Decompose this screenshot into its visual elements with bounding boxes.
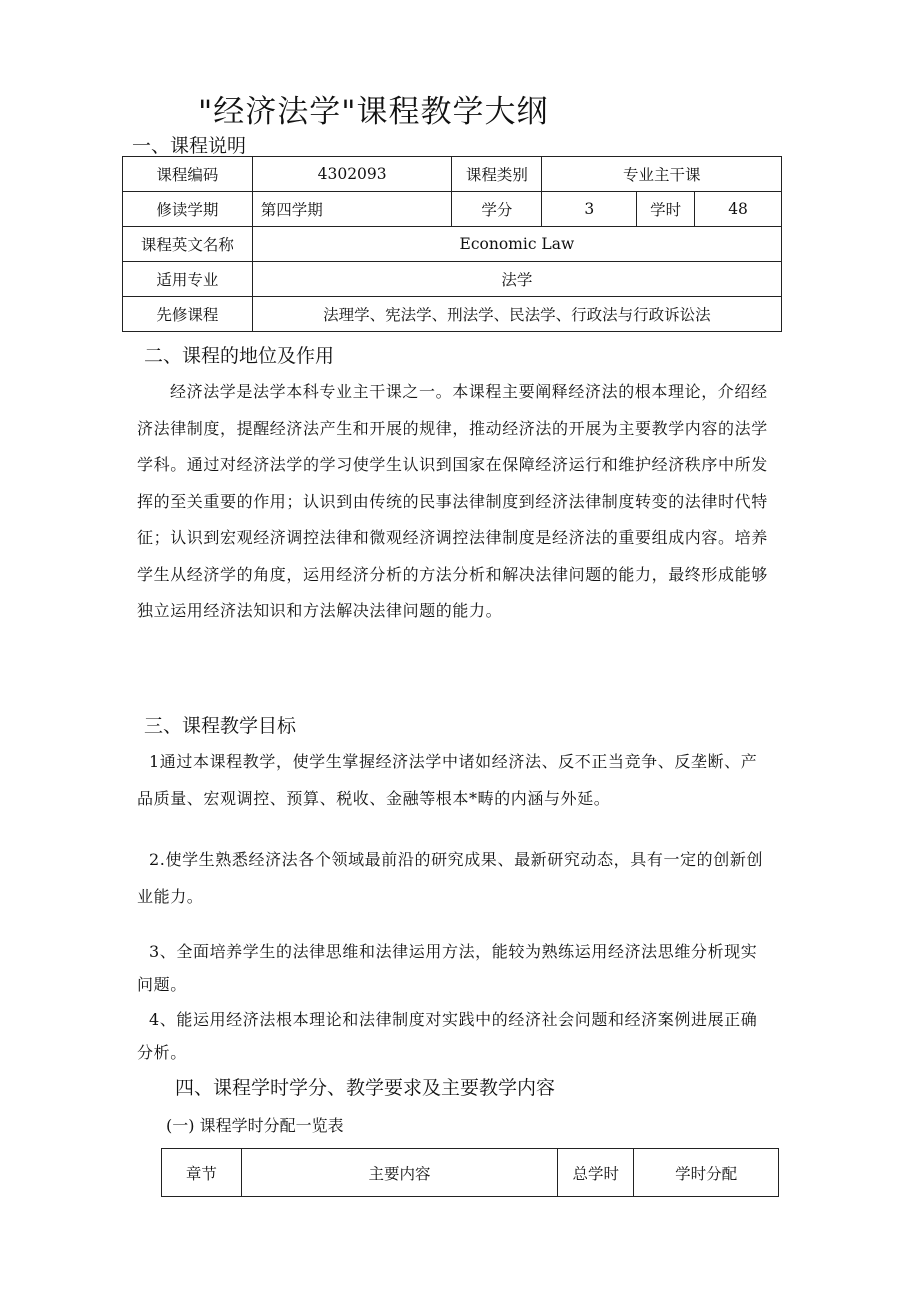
page-title: "经济法学"课程教学大纲 <box>198 94 549 130</box>
cell-label: 课程编码 <box>123 157 253 192</box>
paragraph-line: 分析。 <box>137 1043 187 1062</box>
cell-label: 学时 <box>637 192 695 227</box>
paragraph-line: 学科。通过对经济法学的学习使学生认识到国家在保障经济运行和维护经济秩序中所发 <box>137 455 768 474</box>
paragraph-line: 2.使学生熟悉经济法各个领域最前沿的研究成果、最新研究动态，具有一定的创新创 <box>149 850 764 869</box>
column-header: 学时分配 <box>634 1149 779 1197</box>
cell-value: 专业主干课 <box>542 157 782 192</box>
table-row <box>123 227 782 262</box>
subsection-hours-table-title: (一) 课程学时分配一览表 <box>166 1116 344 1135</box>
paragraph-line: 学生从经济学的角度，运用经济分析的方法分析和解决法律问题的能力，最终形成能够 <box>137 564 768 584</box>
paragraph-line: 独立运用经济法知识和方法解决法律问题的能力。 <box>137 601 503 620</box>
section-hours-credits: 四、课程学时学分、教学要求及主要教学内容 <box>175 1077 556 1099</box>
section-course-description: 一、课程说明 <box>132 135 247 157</box>
goal-2 <box>137 842 763 915</box>
cell-value: 法学 <box>252 262 781 297</box>
paragraph-line: 业能力。 <box>137 886 204 906</box>
paragraph-line: 经济法学是法学本科专业主干课之一。本课程主要阐释经济法的根本理论，介绍经 <box>170 382 768 401</box>
column-header: 总学时 <box>558 1149 634 1197</box>
cell-value: 法理学、宪法学、刑法学、民法学、行政法与行政诉讼法 <box>252 297 781 332</box>
cell-label: 课程英文名称 <box>123 227 253 262</box>
table-row <box>123 262 782 297</box>
section-course-goals: 三、课程教学目标 <box>144 715 297 737</box>
cell-value: 3 <box>542 192 637 227</box>
table-row <box>123 192 782 227</box>
goal-4 <box>137 1003 757 1069</box>
paragraph-line: 问题。 <box>137 975 187 994</box>
cell-label: 先修课程 <box>123 297 253 332</box>
paragraph-line: 1通过本课程教学，使学生掌握经济法学中诸如经济法、反不正当竞争、反垄断、产 <box>149 752 758 771</box>
section-course-role: 二、课程的地位及作用 <box>144 345 335 367</box>
paragraph-line: 济法律制度，提醒经济法产生和开展的规律，推动经济法的开展为主要教学内容的法学 <box>137 418 768 438</box>
paragraph-line: 挥的至关重要的作用；认识到由传统的民事法律制度到经济法律制度转变的法律时代特 <box>137 491 768 511</box>
paragraph-line: 征；认识到宏观经济调控法律和微观经济调控法律制度是经济法的重要组成内容。培养 <box>137 528 768 547</box>
cell-value: 4302093 <box>252 157 452 192</box>
paragraph-line: 3、全面培养学生的法律思维和法律运用方法，能较为熟练运用经济法思维分析现实 <box>149 942 758 961</box>
table-row <box>123 297 782 332</box>
column-header: 章节 <box>162 1149 242 1197</box>
role-paragraph <box>137 374 768 630</box>
table-row <box>123 157 782 192</box>
cell-label: 课程类别 <box>452 157 542 192</box>
cell-label: 学分 <box>452 192 542 227</box>
paragraph-line: 4、能运用经济法根本理论和法律制度对实践中的经济社会问题和经济案例进展正确 <box>149 1010 758 1029</box>
table-header-row <box>162 1149 779 1197</box>
cell-value: 第四学期 <box>252 192 452 227</box>
goal-1 <box>137 744 757 817</box>
hours-allocation-table <box>161 1148 779 1197</box>
cell-value: 48 <box>695 192 782 227</box>
cell-label: 适用专业 <box>123 262 253 297</box>
cell-label: 修读学期 <box>123 192 253 227</box>
column-header: 主要内容 <box>241 1149 557 1197</box>
goal-3 <box>137 935 757 1001</box>
cell-value: Economic Law <box>252 227 781 262</box>
course-info-table <box>122 156 782 332</box>
paragraph-line: 品质量、宏观调控、预算、税收、金融等根本*畴的内涵与外延。 <box>137 788 611 808</box>
